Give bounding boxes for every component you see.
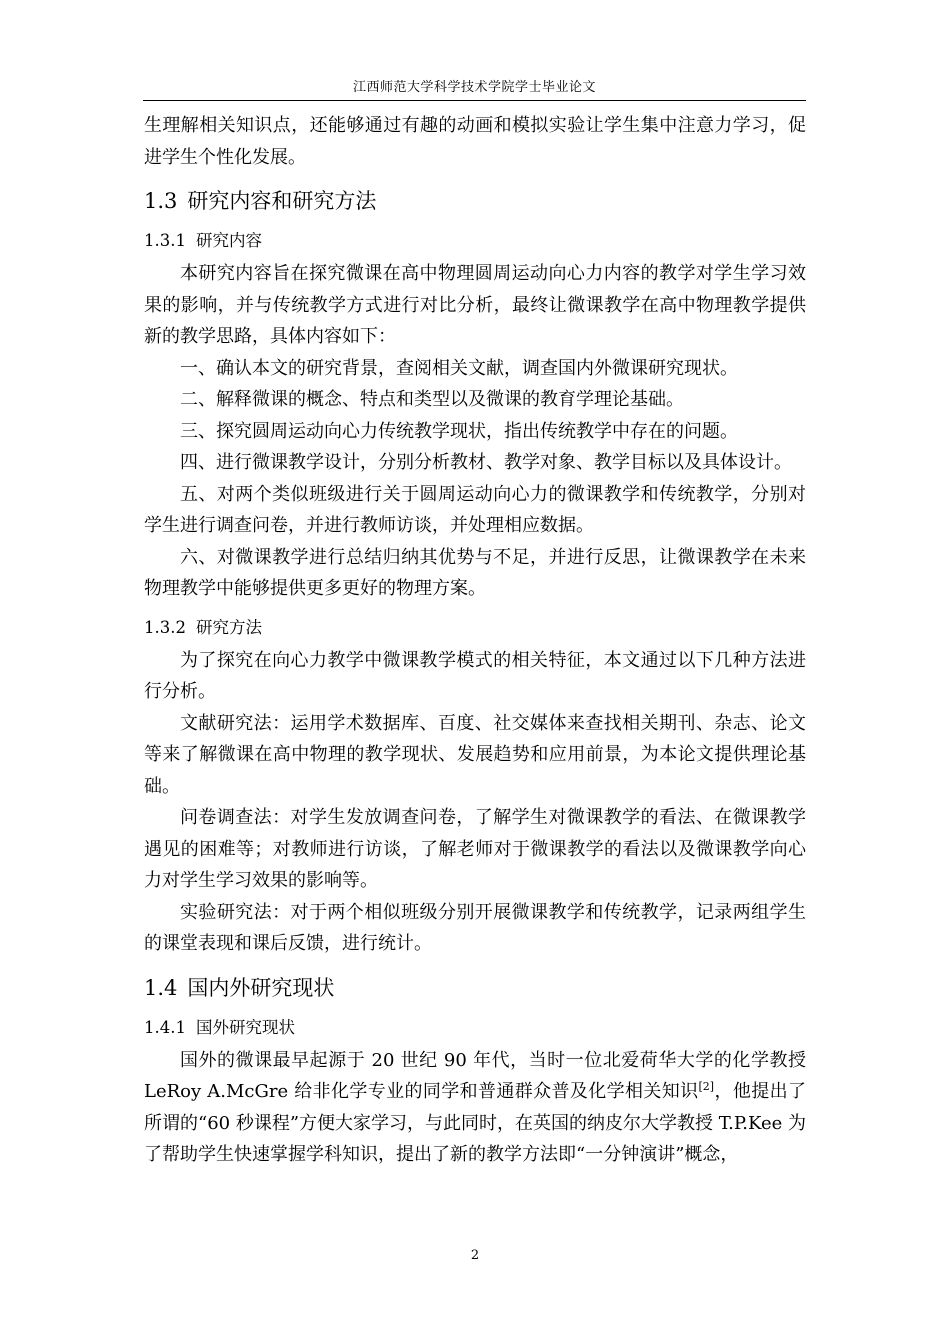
- method-item: 实验研究法：对于两个相似班级分别开展微课教学和传统教学，记录两组学生的课堂表现和课后反馈，进行统计。: [144, 901, 806, 954]
- header-rule: [143, 100, 806, 101]
- research-method-paragraph: 为了探究在向心力教学中微课教学模式的相关特征，本文通过以下几种方法进行分析。: [144, 649, 806, 702]
- section-number: 1.3: [144, 189, 178, 213]
- foreign-research-paragraph: [144, 1045, 806, 1171]
- subsection-heading-1-3-1: [144, 228, 806, 254]
- research-content-paragraph: 本研究内容旨在探究微课在高中物理圆周运动向心力内容的教学对学生学习效果的影响，并与传统教学方式进行对比分析，最终让微课教学在高中物理教学提供新的教学思路，具体内容如下：: [144, 263, 806, 347]
- content-item: 一、确认本文的研究背景，查阅相关文献，调查国内外微课研究现状。: [180, 357, 738, 379]
- subsection-title: 研究内容: [195, 231, 262, 250]
- page-number: 2: [470, 1248, 480, 1263]
- subsection-heading-1-4-1: [144, 1015, 806, 1041]
- section-title: 国内外研究现状: [187, 975, 335, 1000]
- content-item: 二、解释微课的概念、特点和类型以及微课的教育学理论基础。: [180, 389, 684, 410]
- method-item: 问卷调查法：对学生发放调查问卷，了解学生对微课教学的看法、在微课教学遇见的困难等；对教师进行访谈，了解老师对于微课教学的看法以及微课教学向心力对学生学习效果的影响等。: [144, 807, 806, 891]
- citation-ref[interactable]: [2]: [698, 1080, 715, 1093]
- section-heading-1-4: [144, 973, 806, 1003]
- section-title: 研究内容和研究方法: [187, 189, 377, 213]
- section-number: 1.4: [144, 975, 178, 1000]
- subsection-heading-1-3-2: [144, 615, 806, 641]
- subsection-number: 1.3.2: [144, 617, 186, 637]
- subsection-number: 1.4.1: [144, 1017, 186, 1037]
- running-header: 江西师范大学科学技术学院学士毕业论文: [352, 80, 596, 95]
- method-item: 文献研究法：运用学术数据库、百度、社交媒体来查找相关期刊、杂志、论文等来了解微课在高中物理的教学现状、发展趋势和应用前景，为本论文提供理论基础。: [144, 712, 806, 797]
- section-heading-1-3: [144, 186, 806, 216]
- subsection-title: 国外研究现状: [195, 1017, 295, 1037]
- subsection-title: 研究方法: [195, 617, 262, 637]
- intro-paragraph: 生理解相关知识点，还能够通过有趣的动画和模拟实验让学生集中注意力学习，促进学生个性化发展。: [144, 115, 806, 168]
- content-item: 五、对两个类似班级进行关于圆周运动向心力的微课教学和传统教学，分别对学生进行调查问卷，并进行教师访谈，并处理相应数据。: [144, 483, 806, 536]
- paragraph-text: ，他提出了所谓的“60 秒课程”方便大家学习，与此同时，在英国的纳皮尔大学教授 T.P.Kee 为了帮助学生快速掌握学科知识，提出了新的教学方法即“一分钟演讲”概念，: [144, 1081, 807, 1165]
- paragraph-text: 国外的微课最早起源于 20 世纪 90 年代，当时一位北爱荷华大学的化学教授 LeRoy A.McGre 给非化学专业的同学和普通群众普及化学相关知识: [144, 1049, 806, 1102]
- content-item: 四、进行微课教学设计，分别分析教材、教学对象、教学目标以及具体设计。: [180, 452, 792, 473]
- content-item: 六、对微课教学进行总结归纳其优势与不足，并进行反思，让微课教学在未来物理教学中能够提供更多更好的物理方案。: [144, 546, 806, 599]
- content-item: 三、探究圆周运动向心力传统教学现状，指出传统教学中存在的问题。: [180, 420, 738, 442]
- subsection-number: 1.3.1: [144, 231, 186, 250]
- page-body: [144, 110, 806, 1171]
